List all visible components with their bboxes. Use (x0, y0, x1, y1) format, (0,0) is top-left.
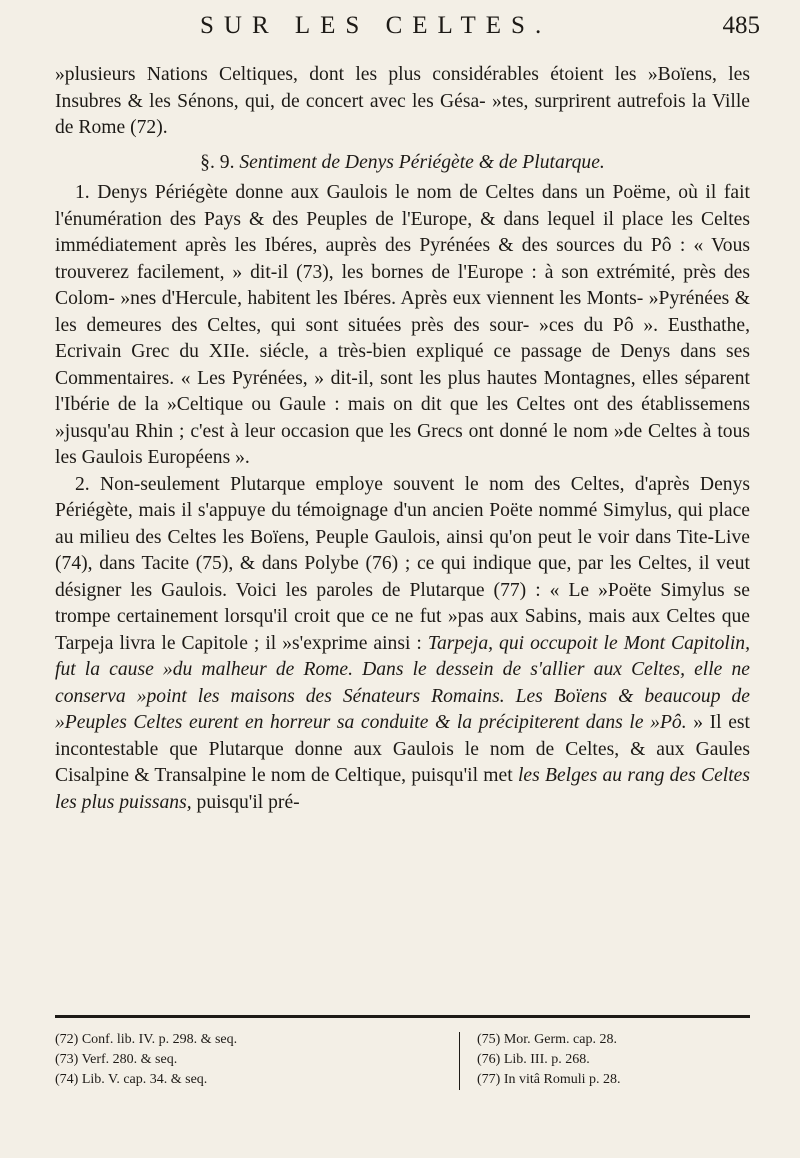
paragraph-1: »plusieurs Nations Celtiques, dont les plus considérables étoient les »Boïens, les Insubres & les Sénons, qui, de concert avec les Gésa- »tes, surprirent autrefois la Ville de Rome (72). (55, 64, 750, 138)
paragraph-3-italic: les Belges au rang des Celtes les plus puissans, (55, 765, 750, 813)
paragraph-3-start: 2. Non-seulement Plutarque employe souvent le nom des Celtes, d'après Denys Périégète, mais il s'appuye du témoignage d'un ancien Poëte nommé Simylus, qui place au milieu des Celtes les Boïens, Peuple Gaulois, ainsi qu'on peut le voir dans Tite-Live (74), dans Tacite (75), & dans Polybe (76) ; ce qui indique que, par les Celtes, il veut désigner les Gaulois. Voici les paroles de Plutarque (77) : « Le »Poëte Simylus se trompe certainement lorsqu'il croit que ce ne fut »pas aux Sabins, mais aux Celtes que Tarpeja livra le Capitole ; il »s'exprime ainsi : (55, 473, 750, 654)
body-text (55, 62, 750, 816)
section-title (55, 150, 750, 177)
footnote: (75) Mor. Germ. cap. 28. (477, 1032, 617, 1047)
plutarch-quote: Tarpeja, qui occupoit le Mont Capitolin, fut la cause »du malheur de Rome. Dans le dessein de s'allier aux Celtes, elle ne conserva »point les maisons des Sénateurs Romains. Les Boïens & beaucoup de »Peuples Celtes eurent en horreur sa conduite & la précipiterent dans le »Pô. (55, 632, 750, 733)
footnote: (73) Verf. 280. & seq. (55, 1052, 178, 1067)
paragraph-2: 1. Denys Périégète donne aux Gaulois le nom de Celtes dans un Poëme, où il fait l'énumération des Pays & des Peuples de l'Europe, & dans lequel il place les Celtes immédiatement après les Ibéres, auprès des Pyrénées & des sources du Pô : « Vous trouverez facilement, » dit-il (73), les bornes de l'Europe : à son extrémité, près des Colom- »nes d'Hercule, habitent les Ibéres. Après eux viennent les Monts- »Pyrénées & les demeures des Celtes, qui sont situées près des sour- »ces du Pô ». Eusthathe, Ecrivain Grec du XIIe. siécle, a très-bien expliqué ce passage de Denys dans ses Commentaires. « Les Pyrénées, » dit-il, sont les plus hautes Montagnes, elles séparent l'Ibérie de la »Celtique ou Gaule : mais on dit que les Celtes ont des établissemens »jusqu'au Rhin ; c'est à leur occasion que les Grecs ont donné le nom »de Celtes à tous les Gaulois Européens ». (55, 182, 750, 468)
footnote: (74) Lib. V. cap. 34. & seq. (55, 1072, 208, 1087)
footnote-rule (55, 1015, 750, 1018)
paragraph-3-end: » Il est incontestable que Plutarque donne aux Gaulois le nom de Celtes, & aux Gaules Cisalpine & Transalpine le nom de Celtique, puisqu'il met (55, 712, 750, 786)
footnote: (76) Lib. III. p. 268. (477, 1052, 590, 1067)
page-number: 485 (722, 12, 760, 39)
page-header (40, 6, 762, 52)
footnote: (72) Conf. lib. IV. p. 298. & seq. (55, 1032, 238, 1047)
footnote-divider (459, 1032, 460, 1090)
paragraph-3 (55, 472, 750, 817)
footnotes-left (55, 1030, 395, 1090)
paragraph-3-tail: puisqu'il pré- (196, 791, 300, 813)
running-title: SUR LES CELTES. (200, 12, 552, 39)
section-heading: Sentiment de Denys Périégète & de Plutarque. (239, 151, 605, 173)
section-number: §. 9. (200, 151, 235, 173)
footnote: (77) In vitâ Romuli p. 28. (477, 1072, 621, 1087)
footnotes-right (477, 1030, 750, 1090)
footnotes (55, 1030, 750, 1090)
